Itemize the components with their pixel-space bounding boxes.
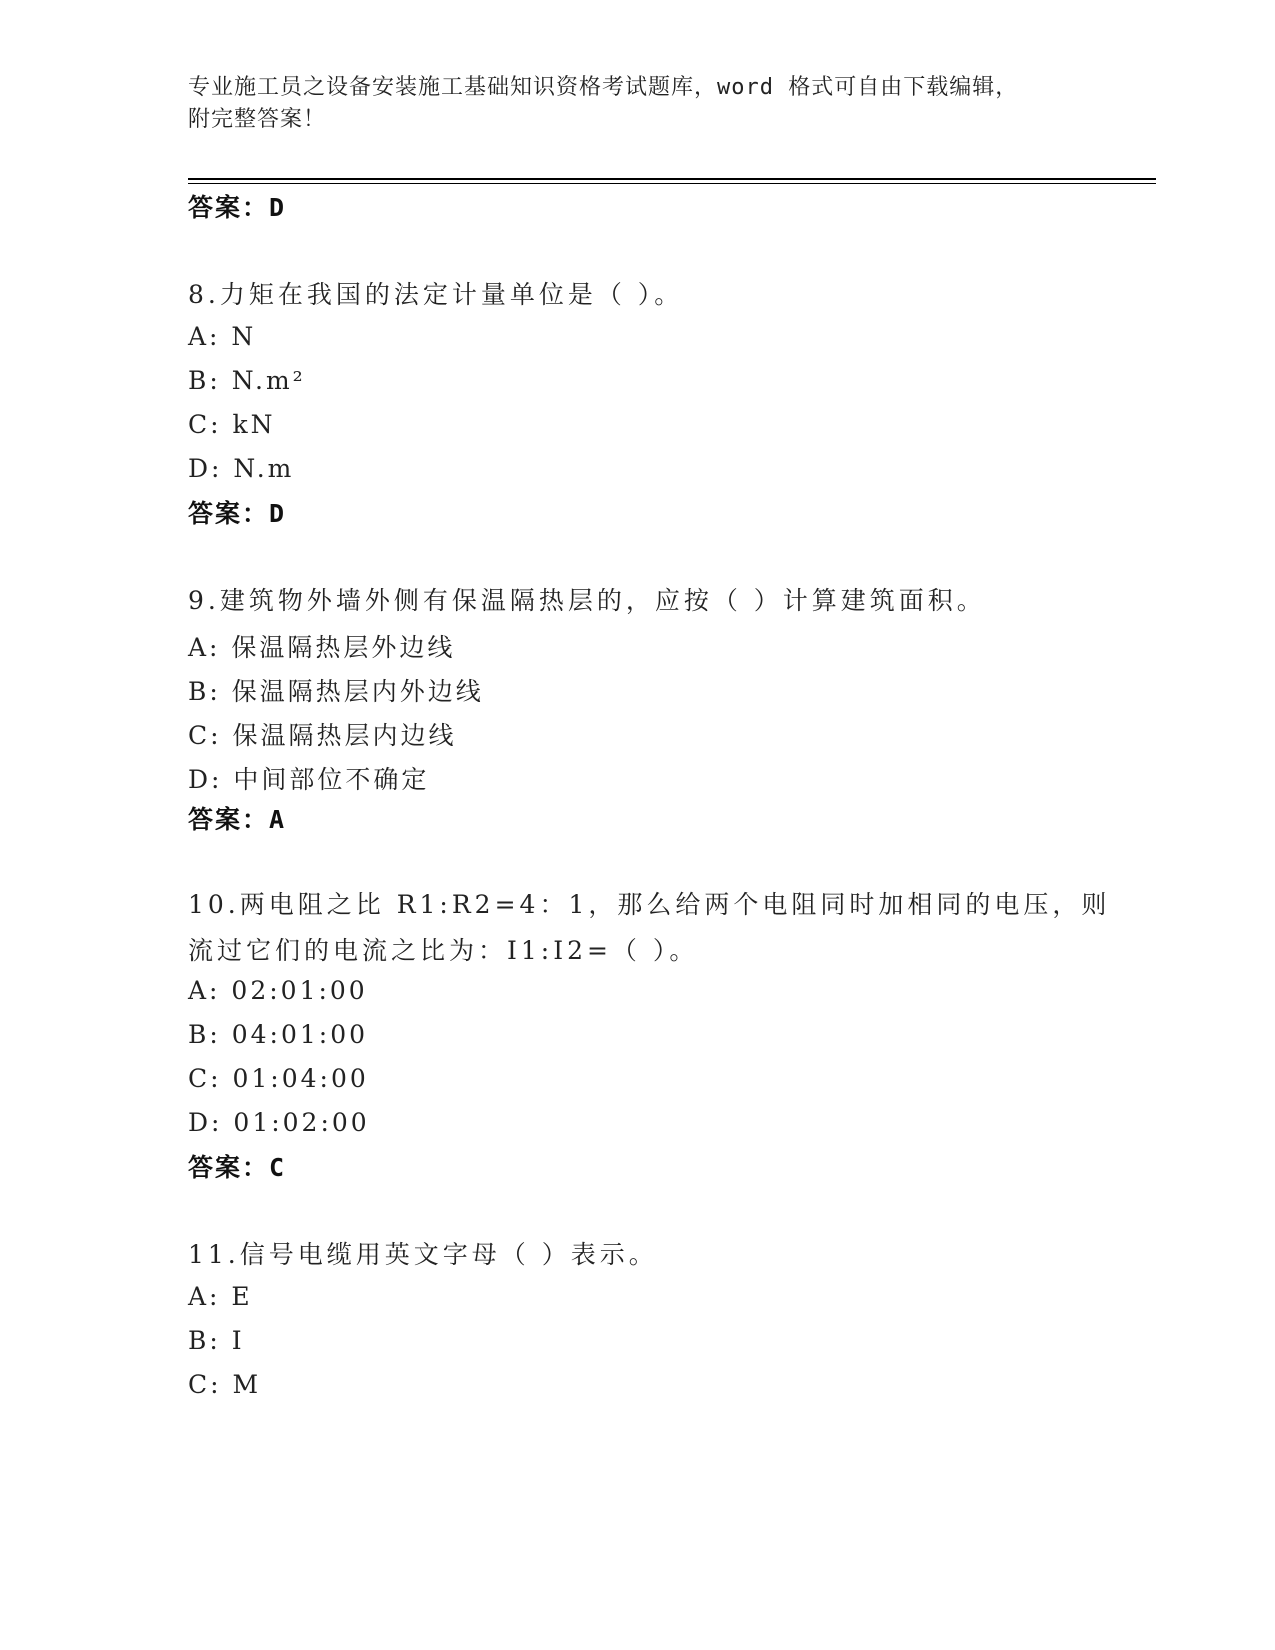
option-a: A: 02:01:00 <box>188 976 368 1005</box>
option-a: A: N <box>188 322 257 351</box>
option-b: B: 04:01:00 <box>188 1020 369 1049</box>
question-stem-8: 8.力矩在我国的法定计量单位是（ ）。 <box>188 280 684 309</box>
option-c: C: kN <box>188 410 276 439</box>
option-b: B: N.m² <box>188 366 306 395</box>
option-d: D: 中间部位不确定 <box>188 765 430 794</box>
question-stem-10: 10.两电阻之比 R1:R2=4：1，那么给两个电阻同时加相同的电压，则流过它们的电流之比为：I1:I2=（ ）。 <box>188 890 1111 965</box>
header-line-1: 专业施工员之设备安装施工基础知识资格考试题库，word 格式可自由下载编辑， <box>188 75 1019 100</box>
option-c: C: M <box>188 1370 262 1399</box>
option-d: D: 01:02:00 <box>188 1108 370 1137</box>
answer-line: 答案：D <box>188 193 287 222</box>
option-d: D: N.m <box>188 454 295 483</box>
document-header <box>188 72 1108 136</box>
header-divider-thin <box>188 183 1156 184</box>
header-divider-thick <box>188 178 1156 180</box>
answer-line: 答案：C <box>188 1153 287 1182</box>
option-b: B: I <box>188 1326 245 1355</box>
option-a: A: 保温隔热层外边线 <box>188 633 456 662</box>
header-line-2: 附完整答案！ <box>188 107 327 132</box>
answer-line: 答案：A <box>188 805 287 834</box>
question-stem-11: 11.信号电缆用英文字母（ ）表示。 <box>188 1240 658 1269</box>
option-a: A: E <box>188 1282 253 1311</box>
question-stem-9: 9.建筑物外墙外侧有保温隔热层的，应按（ ）计算建筑面积。 <box>188 586 986 615</box>
option-c: C: 01:04:00 <box>188 1064 369 1093</box>
option-c: C: 保温隔热层内边线 <box>188 721 457 750</box>
answer-line: 答案：D <box>188 499 287 528</box>
option-b: B: 保温隔热层内外边线 <box>188 677 484 706</box>
